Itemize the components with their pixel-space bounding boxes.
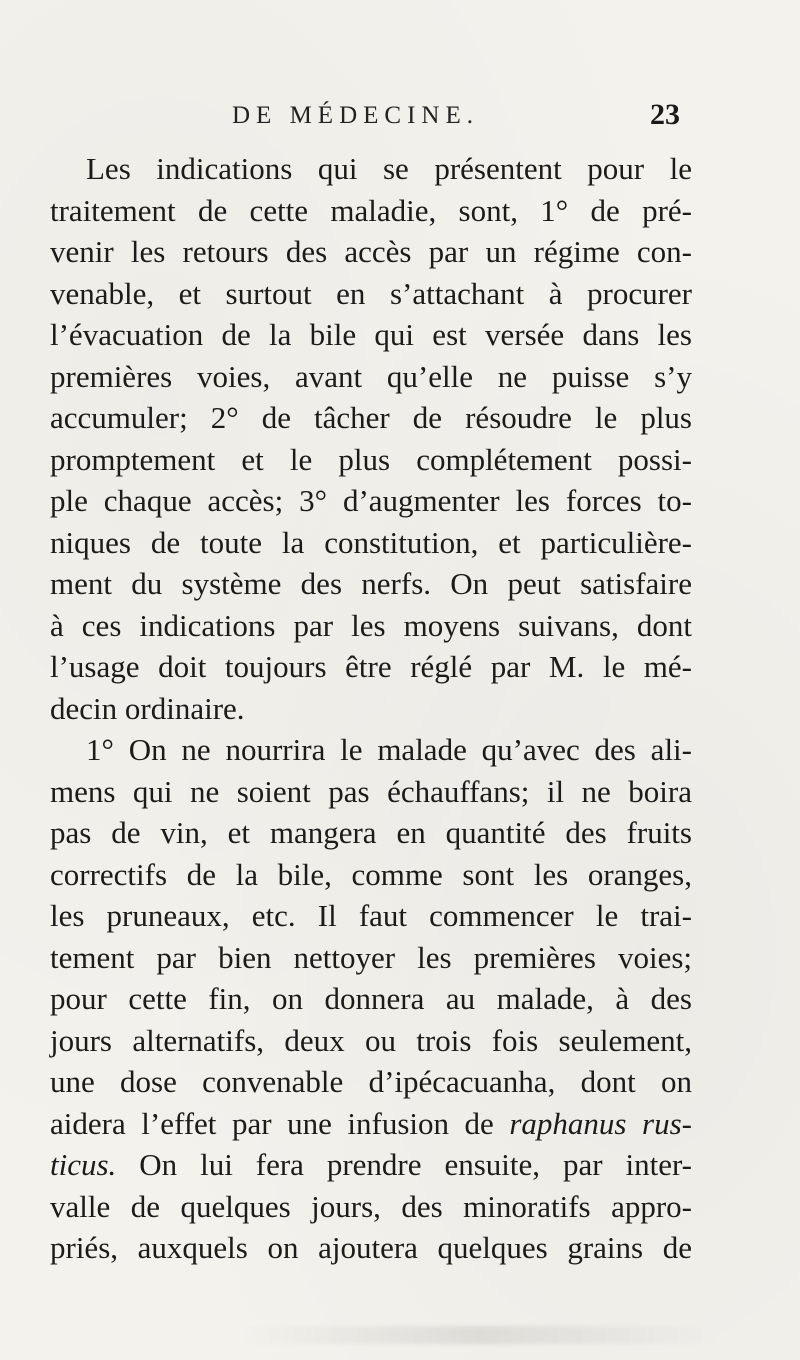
text-line: premières voies, avant qu’elle ne puisse s’y: [50, 358, 692, 394]
text-line: venir les retours des accès par un régime con-: [50, 234, 692, 269]
text-line: pour cette fin, on donnera au malade, à des: [50, 981, 692, 1016]
text-line: jours alternatifs, deux ou trois fois seulement,: [50, 1022, 692, 1058]
running-head: DE MÉDECINE.: [232, 102, 479, 129]
text-line: l’usage doit toujours être réglé par M. le mé-: [50, 649, 692, 684]
text-line: traitement de cette maladie, sont, 1° de pré-: [50, 192, 692, 228]
text-line: ment du système des nerfs. On peut satisfaire: [50, 566, 692, 601]
text-line: valle de quelques jours, des minoratifs appro-: [50, 1188, 692, 1224]
text-line: une dose convenable d’ipécacuanha, dont on: [50, 1064, 692, 1099]
text-line: ple chaque accès; 3° d’augmenter les forces to-: [50, 483, 692, 518]
text-line: tement par bien nettoyer les premières voies;: [50, 939, 692, 975]
text-line: Les indications qui se présentent pour le: [86, 151, 692, 186]
text-line: decin ordinaire.: [50, 690, 245, 726]
body-text: [50, 148, 692, 1269]
text-line: promptement et le plus complétement possi-: [50, 441, 692, 477]
text-line: l’évacuation de la bile qui est versée dans les: [50, 317, 692, 352]
text-line: pas de vin, et mangera en quantité des fruits: [50, 815, 692, 850]
text-line: les pruneaux, etc. Il faut commencer le trai-: [50, 898, 692, 933]
text-line: accumuler; 2° de tâcher de résoudre le plus: [50, 400, 692, 435]
page-number: 23: [650, 98, 680, 131]
text-line: niques de toute la constitution, et particulière-: [50, 524, 692, 560]
show-through-smudge: [240, 1326, 720, 1344]
text-line: à ces indications par les moyens suivans, dont: [50, 607, 692, 643]
text-line: mens qui ne soient pas échauffans; il ne boira: [50, 773, 692, 809]
text-line: venable, et surtout en s’attachant à procurer: [50, 275, 692, 311]
text-line: correctifs de la bile, comme sont les oranges,: [50, 856, 692, 892]
text-line: ticus. On lui fera prendre ensuite, par inter-: [50, 1147, 692, 1182]
page-header: [0, 98, 800, 138]
text-line: aidera l’effet par une infusion de raphanus rus-: [50, 1105, 692, 1141]
text-line: 1° On ne nourrira le malade qu’avec des ali-: [86, 732, 692, 767]
text-line: priés, auxquels on ajoutera quelques grains de: [50, 1230, 692, 1265]
